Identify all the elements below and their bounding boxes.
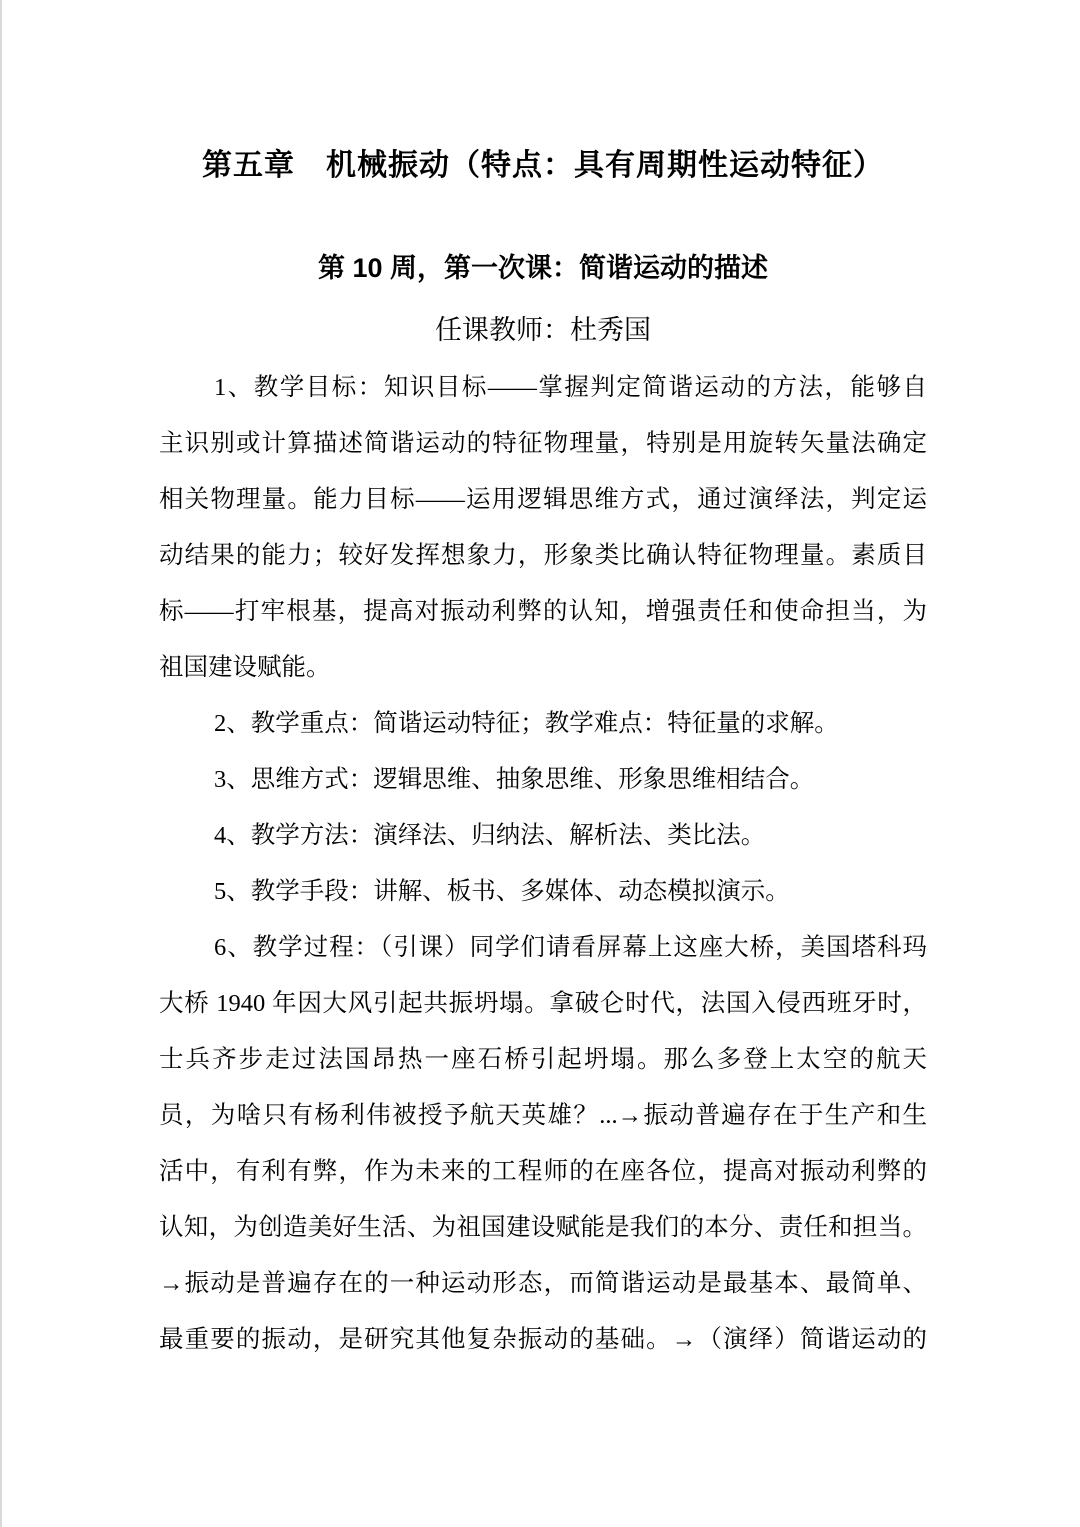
body-line: 1、教学目标：知识目标——掌握判定简谐运动的方法，能够自 (214, 374, 927, 401)
body-line: 动结果的能力；较好发挥想象力，形象类比确认特征物理量。素质目 (159, 542, 927, 569)
document-body (159, 360, 927, 1368)
body-line: 主识别或计算描述简谐运动的特征物理量，特别是用旋转矢量法确定 (159, 430, 927, 457)
body-line: 大桥 1940 年因大风引起共振坍塌。拿破仑时代，法国入侵西班牙时， (159, 990, 927, 1017)
body-line: 4、教学方法：演绎法、归纳法、解析法、类比法。 (214, 822, 766, 849)
body-line: 6、教学过程：（引课）同学们请看屏幕上这座大桥，美国塔科玛 (214, 934, 927, 961)
instructor-line: 任课教师：杜秀国 (435, 315, 651, 345)
body-line: →振动是普遍存在的一种运动形态，而简谐运动是最基本、最简单、 (159, 1270, 927, 1297)
paragraph-teaching-methods (159, 808, 927, 864)
body-line: 相关物理量。能力目标——运用逻辑思维方式，通过演绎法，判定运 (159, 486, 927, 513)
paragraph-teaching-process (159, 920, 927, 1368)
body-line: 认知，为创造美好生活、为祖国建设赋能是我们的本分、责任和担当。 (159, 1214, 927, 1241)
body-line: 士兵齐步走过法国昂热一座石桥引起坍塌。那么多登上太空的航天 (159, 1046, 927, 1073)
paragraph-thinking-modes (159, 752, 927, 808)
body-line: 3、思维方式：逻辑思维、抽象思维、形象思维相结合。 (214, 766, 815, 793)
body-line: 2、教学重点：简谐运动特征；教学难点：特征量的求解。 (214, 710, 839, 737)
body-line: 员，为啥只有杨利伟被授予航天英雄？...→振动普遍存在于生产和生 (159, 1102, 927, 1129)
paragraph-key-points (159, 696, 927, 752)
body-line: 5、教学手段：讲解、板书、多媒体、动态模拟演示。 (214, 878, 790, 905)
doc-subtitle: 第 10 周，第一次课：简谐运动的描述 (317, 253, 769, 283)
paragraph-teaching-goals (159, 360, 927, 696)
body-line: 标——打牢根基，提高对振动利弊的认知，增强责任和使命担当，为 (159, 598, 927, 625)
body-line: 最重要的振动，是研究其他复杂振动的基础。→（演绎）简谐运动的 (159, 1326, 927, 1353)
body-line: 祖国建设赋能。 (159, 654, 331, 681)
paragraph-teaching-means (159, 864, 927, 920)
doc-title: 第五章 机械振动（特点：具有周期性运动特征） (202, 149, 884, 182)
body-line: 活中，有利有弊，作为未来的工程师的在座各位，提高对振动利弊的 (159, 1158, 927, 1185)
